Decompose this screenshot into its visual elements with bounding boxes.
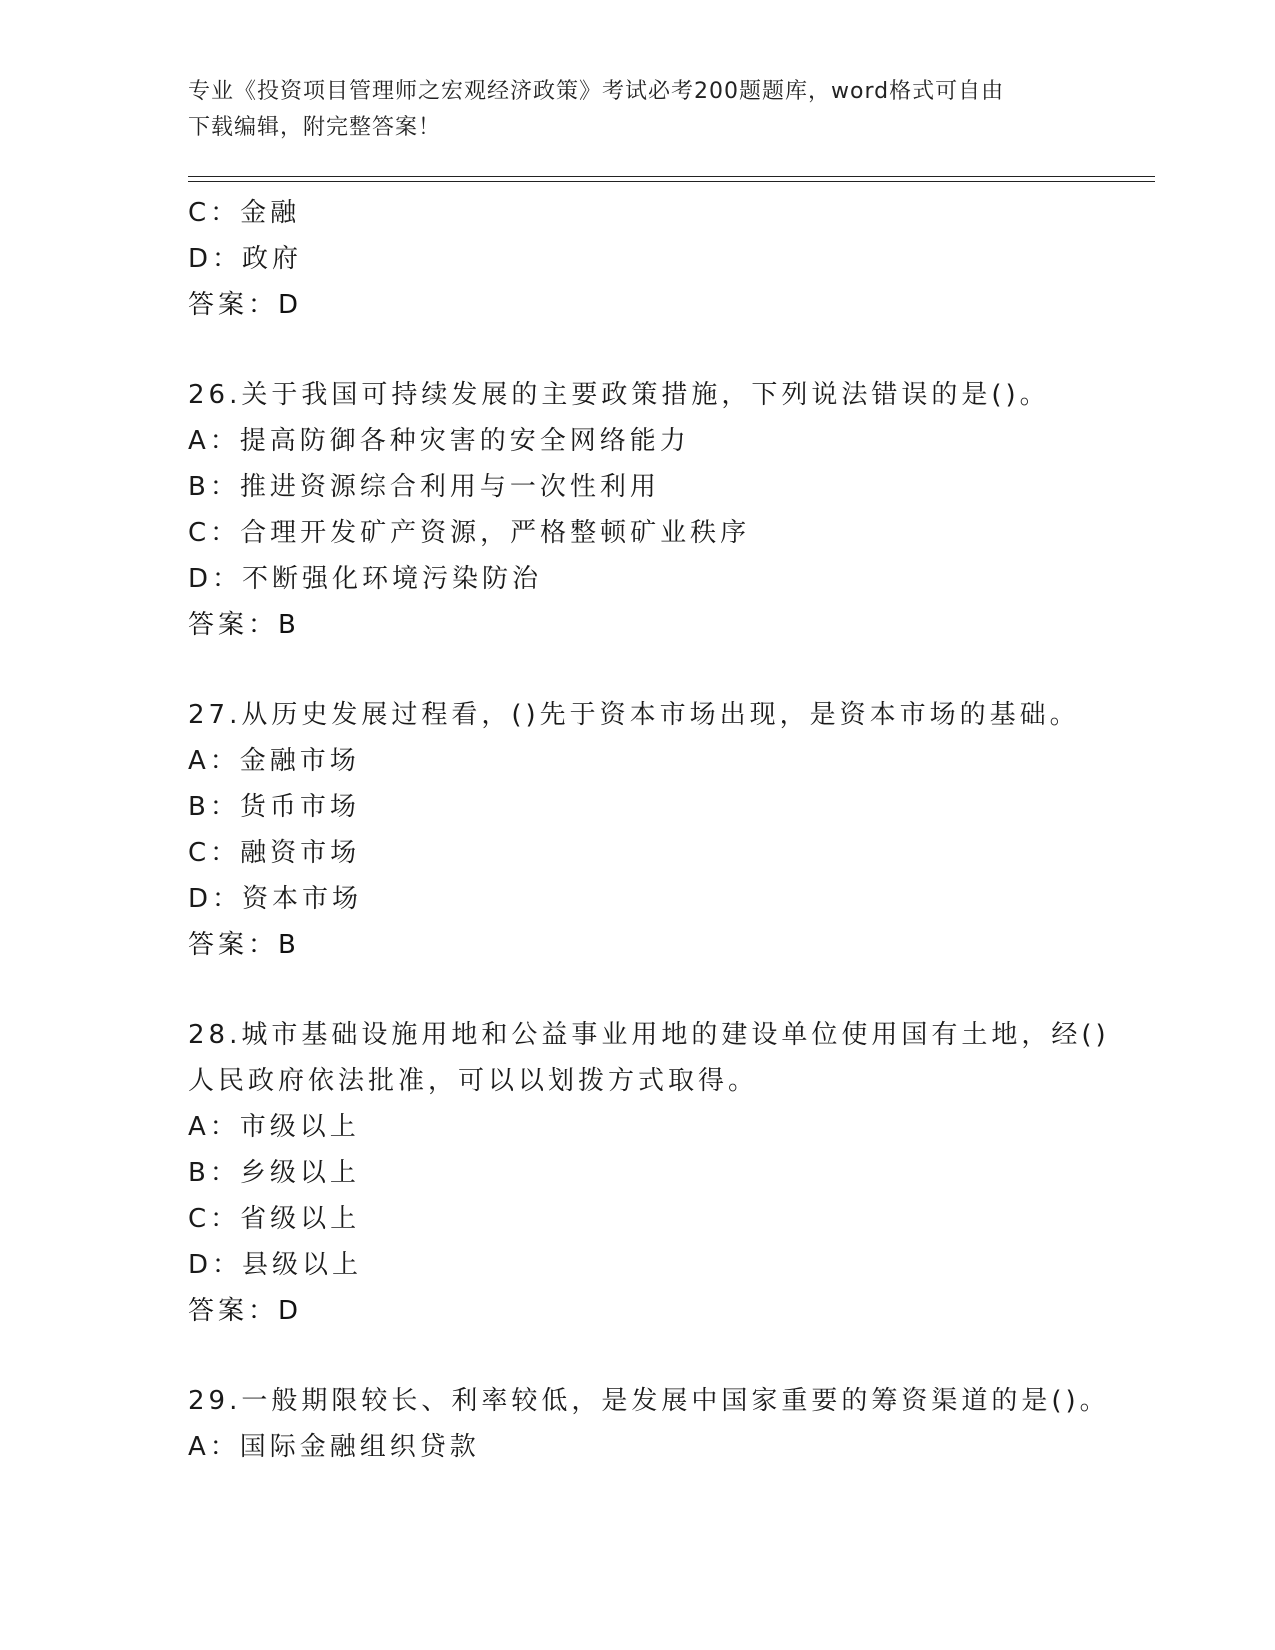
answer-line: 答案：B xyxy=(188,930,300,960)
question-block-28 xyxy=(188,1012,1110,1334)
spacer xyxy=(188,648,1088,692)
answer-line: 答案：D xyxy=(188,290,303,320)
option-d: D：资本市场 xyxy=(188,884,363,914)
document-header xyxy=(188,74,1088,146)
option-c: C：省级以上 xyxy=(188,1204,361,1234)
option-b: B：乡级以上 xyxy=(188,1158,360,1188)
option-c: C：融资市场 xyxy=(188,838,361,868)
option-c: C：合理开发矿产资源，严格整顿矿业秩序 xyxy=(188,518,751,548)
question-text: 26.关于我国可持续发展的主要政策措施，下列说法错误的是()。 xyxy=(188,380,1050,410)
header-rule-top xyxy=(188,176,1155,177)
header-rule-bottom xyxy=(188,181,1155,182)
spacer xyxy=(188,328,1088,372)
question-block-27 xyxy=(188,692,1088,968)
option-d: D：县级以上 xyxy=(188,1250,363,1280)
header-line-1: 专业《投资项目管理师之宏观经济政策》考试必考200题题库，word格式可自由 xyxy=(188,79,1005,104)
option-a: A：提高防御各种灾害的安全网络能力 xyxy=(188,426,690,456)
option-a: A：市级以上 xyxy=(188,1112,360,1142)
spacer xyxy=(188,968,1088,1012)
document-body xyxy=(188,190,1110,1470)
option-d: D：政府 xyxy=(188,244,303,274)
answer-line: 答案：D xyxy=(188,1296,303,1326)
question-text-line-1: 28.城市基础设施用地和公益事业用地的建设单位使用国有土地，经() xyxy=(188,1020,1110,1050)
option-d: D：不断强化环境污染防治 xyxy=(188,564,543,594)
header-line-2: 下载编辑，附完整答案！ xyxy=(188,115,442,140)
option-a: A：国际金融组织贷款 xyxy=(188,1432,480,1462)
question-text: 27.从历史发展过程看，()先于资本市场出现，是资本市场的基础。 xyxy=(188,700,1080,730)
option-b: B：推进资源综合利用与一次性利用 xyxy=(188,472,660,502)
question-block-26 xyxy=(188,372,1088,648)
answer-line: 答案：B xyxy=(188,610,300,640)
question-block-29 xyxy=(188,1378,1110,1470)
spacer xyxy=(188,1334,1088,1378)
option-b: B：货币市场 xyxy=(188,792,360,822)
question-text: 29.一般期限较长、利率较低，是发展中国家重要的筹资渠道的是()。 xyxy=(188,1386,1110,1416)
option-c: C：金融 xyxy=(188,198,301,228)
question-text-line-2: 人民政府依法批准，可以以划拨方式取得。 xyxy=(188,1066,759,1096)
question-block-25 xyxy=(188,190,1088,328)
option-a: A：金融市场 xyxy=(188,746,360,776)
